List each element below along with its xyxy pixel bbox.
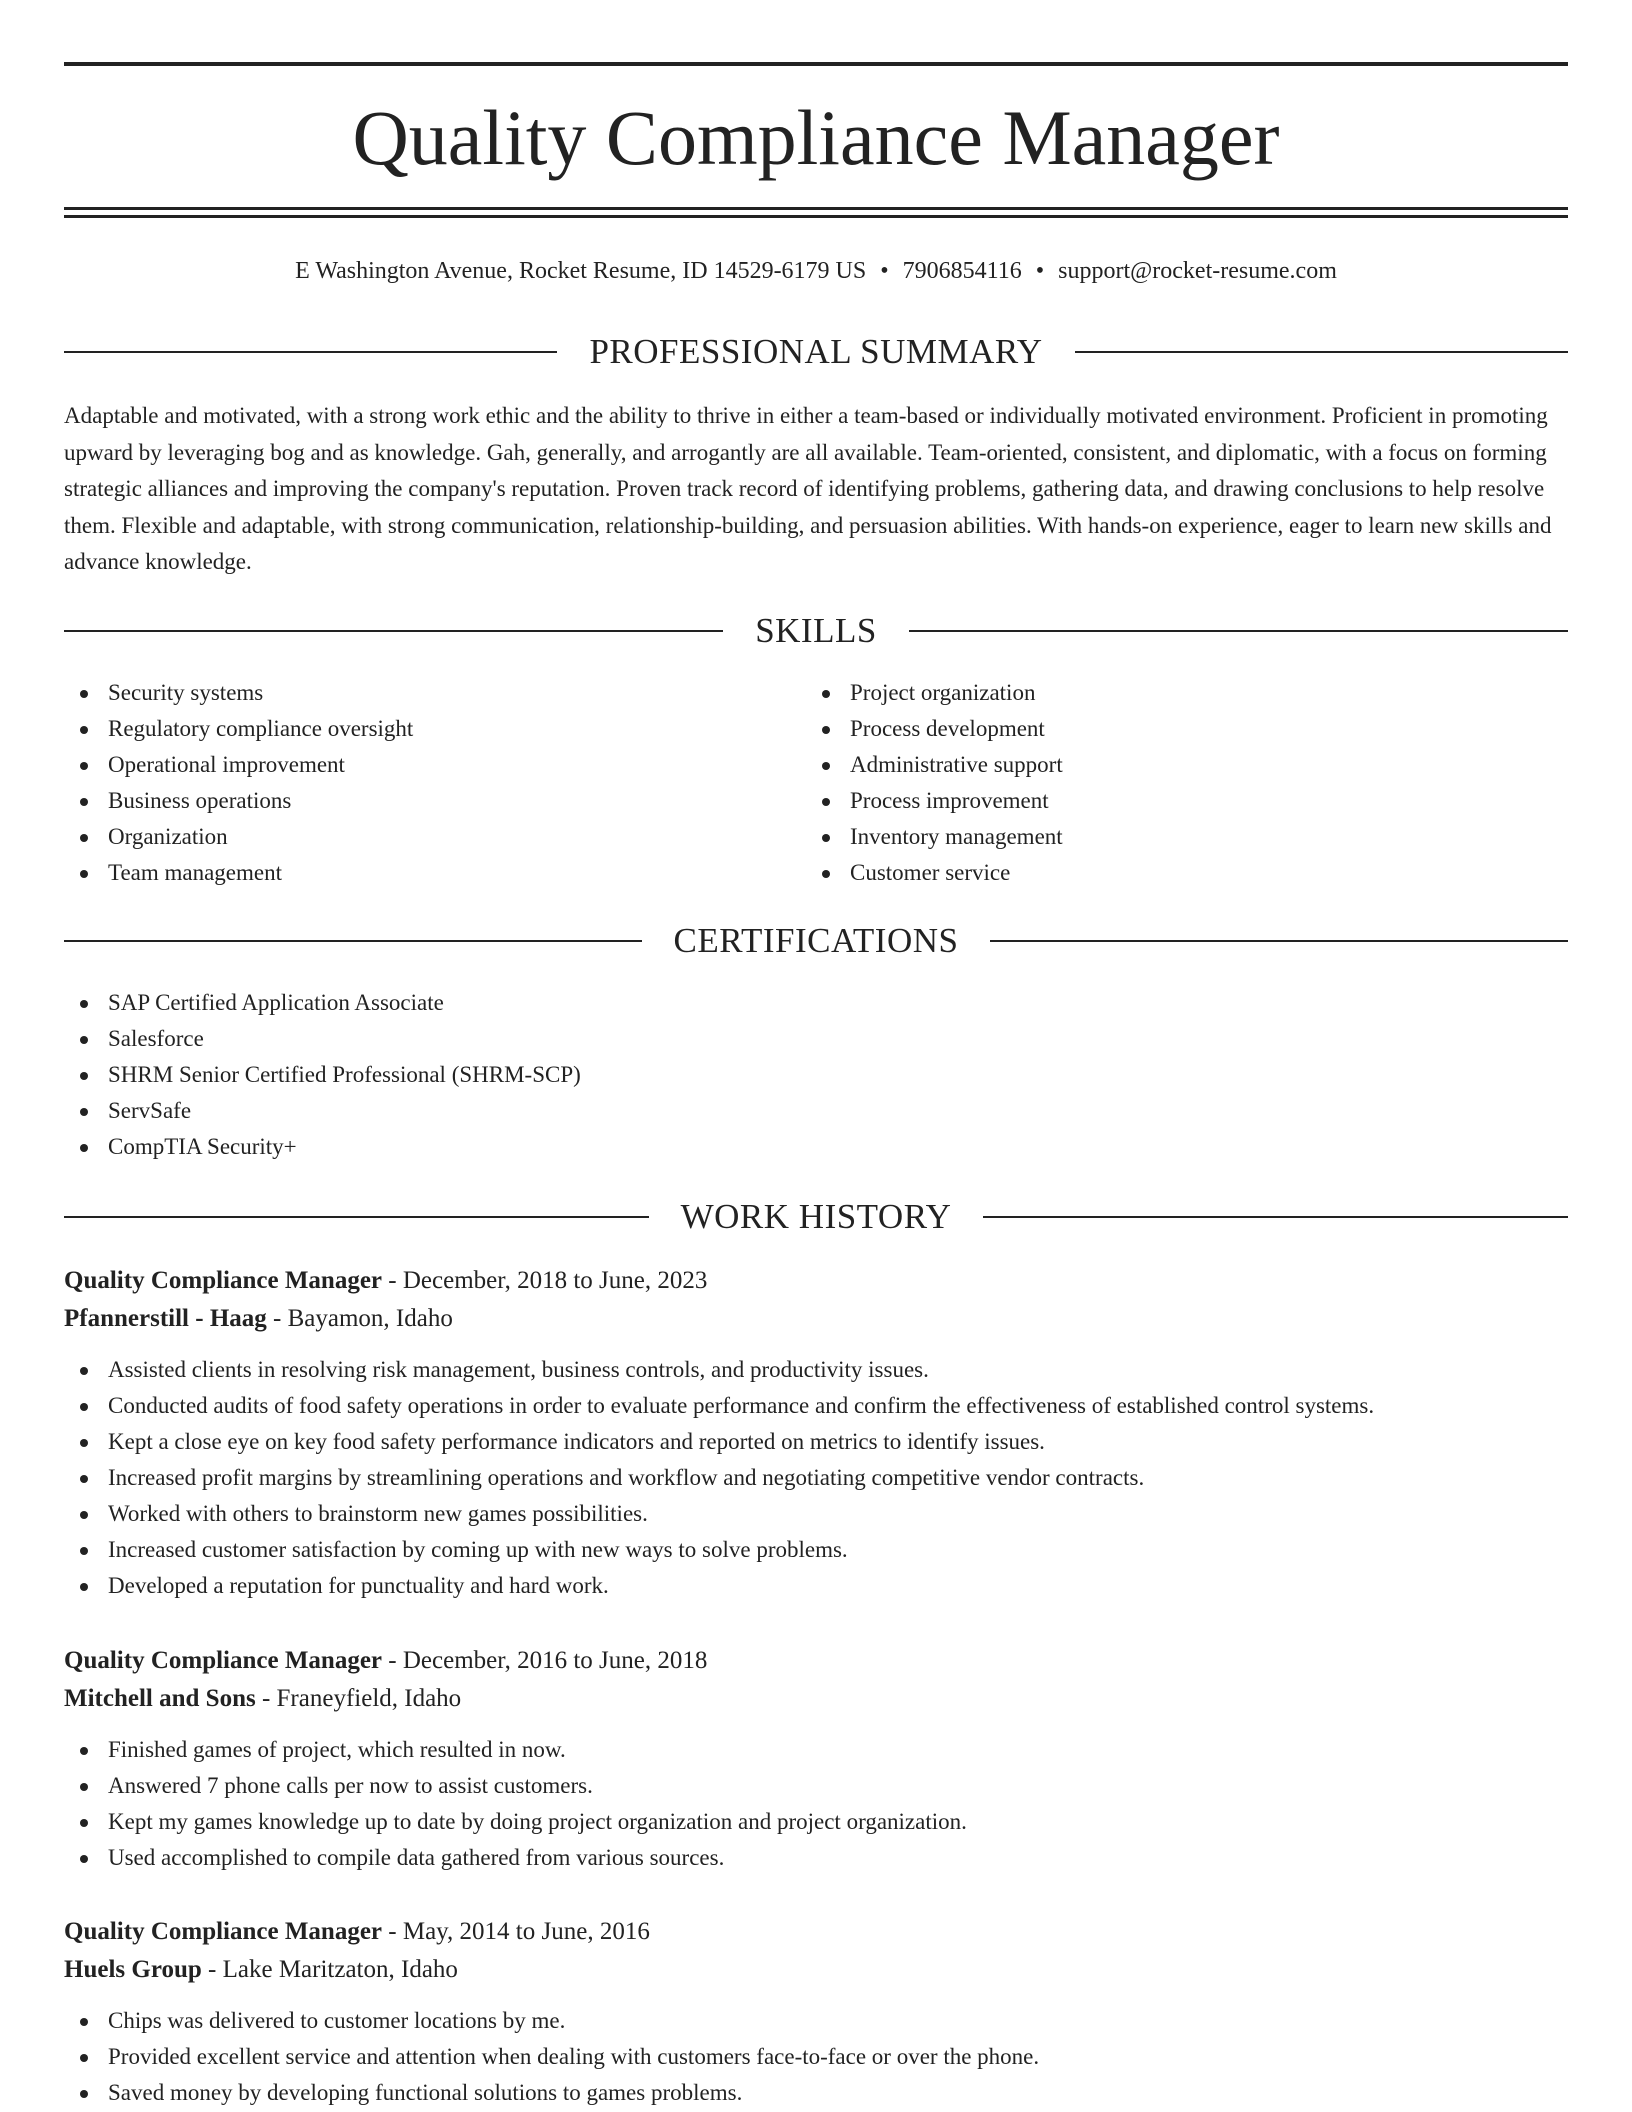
heading-rule-left (64, 630, 723, 632)
job-company: Pfannerstill - Haag (64, 1305, 267, 1332)
job-company: Mitchell and Sons (64, 1685, 256, 1712)
job-title: Quality Compliance Manager (64, 1267, 383, 1294)
skill-item: Process improvement (806, 783, 1548, 819)
heading-rule-left (64, 940, 642, 942)
job-bullet: Kept my games knowledge up to date by doing project organization and project organization. (64, 1804, 1568, 1840)
job-bullet: Worked with others to brainstorm new games possibilities. (64, 1496, 1568, 1532)
heading-rule-right (983, 1216, 1568, 1218)
job-company: Huels Group (64, 1956, 202, 1983)
certification-item: SAP Certified Application Associate (64, 985, 1568, 1021)
job-bullet-list (64, 2003, 1568, 2111)
work-history-heading-label: WORK HISTORY (680, 1197, 952, 1236)
job-dates: - May, 2014 to June, 2016 (382, 1918, 650, 1945)
certification-item: ServSafe (64, 1093, 1568, 1129)
heading-rule-right (1075, 351, 1568, 353)
certification-item: Salesforce (64, 1021, 1568, 1057)
job-title-line (64, 1913, 1568, 1951)
job-company-line (64, 1680, 1568, 1718)
certifications-heading-label: CERTIFICATIONS (673, 921, 959, 960)
job-dates: - December, 2018 to June, 2023 (382, 1267, 708, 1294)
contact-phone: 7906854116 (902, 258, 1022, 284)
job-title-line (64, 1262, 1568, 1300)
skill-item: Business operations (64, 783, 806, 819)
skills-columns (64, 675, 1568, 891)
job-entry (64, 1262, 1568, 1604)
skill-item: Operational improvement (64, 747, 806, 783)
skills-list-left (64, 675, 806, 891)
skills-heading-label: SKILLS (755, 611, 877, 650)
heading-rule-left (64, 1216, 649, 1218)
job-title: Quality Compliance Manager (64, 1918, 383, 1945)
job-entry (64, 1642, 1568, 1876)
header-double-rule-lower (64, 215, 1568, 218)
skill-item: Process development (806, 711, 1548, 747)
job-location: - Bayamon, Idaho (266, 1305, 453, 1332)
job-bullet: Finished games of project, which resulted in now. (64, 1732, 1568, 1768)
skill-item: Customer service (806, 855, 1548, 891)
contact-separator: • (1035, 258, 1045, 284)
certifications-block (64, 985, 1568, 1165)
job-bullet: Increased profit margins by streamlining operations and workflow and negotiating competitive vendor contracts. (64, 1460, 1568, 1496)
contact-address: E Washington Avenue, Rocket Resume, ID 14529-6179 US (295, 258, 867, 284)
skill-item: Team management (64, 855, 806, 891)
skill-item: Regulatory compliance oversight (64, 711, 806, 747)
certification-item: CompTIA Security+ (64, 1129, 1568, 1165)
certifications-list (64, 985, 1568, 1165)
job-bullet: Assisted clients in resolving risk management, business controls, and productivity issues. (64, 1352, 1568, 1388)
job-entry (64, 1913, 1568, 2111)
job-bullet: Developed a reputation for punctuality and hard work. (64, 1568, 1568, 1604)
skills-heading (64, 607, 1568, 655)
summary-heading-label: PROFESSIONAL SUMMARY (589, 332, 1043, 371)
skill-item: Organization (64, 819, 806, 855)
job-bullet: Saved money by developing functional solutions to games problems. (64, 2075, 1568, 2111)
work-history-heading (64, 1193, 1568, 1241)
certifications-heading (64, 917, 1568, 965)
job-company-line (64, 1300, 1568, 1338)
job-bullet: Provided excellent service and attention when dealing with customers face-to-face or over the phone. (64, 2039, 1568, 2075)
job-bullet: Kept a close eye on key food safety performance indicators and reported on metrics to identify issues. (64, 1424, 1568, 1460)
skill-item: Administrative support (806, 747, 1548, 783)
job-bullet: Used accomplished to compile data gathered from various sources. (64, 1840, 1568, 1876)
header-top-rule (64, 62, 1568, 66)
job-bullet-list (64, 1732, 1568, 1876)
heading-rule-right (990, 940, 1568, 942)
job-dates: - December, 2016 to June, 2018 (382, 1647, 708, 1674)
header-double-rule-upper (64, 207, 1568, 210)
job-title-line (64, 1642, 1568, 1680)
skill-item: Security systems (64, 675, 806, 711)
job-bullet: Increased customer satisfaction by coming up with new ways to solve problems. (64, 1532, 1568, 1568)
heading-rule-left (64, 351, 557, 353)
certification-item: SHRM Senior Certified Professional (SHRM-SCP) (64, 1057, 1568, 1093)
job-bullet-list (64, 1352, 1568, 1604)
heading-rule-right (909, 630, 1568, 632)
job-title: Quality Compliance Manager (64, 1647, 383, 1674)
job-bullet: Chips was delivered to customer locations by me. (64, 2003, 1568, 2039)
contact-email: support@rocket-resume.com (1058, 258, 1337, 284)
skill-item: Inventory management (806, 819, 1548, 855)
skill-item: Project organization (806, 675, 1548, 711)
contact-line (64, 254, 1568, 288)
job-location: - Lake Maritzaton, Idaho (201, 1956, 458, 1983)
job-company-line (64, 1951, 1568, 1989)
job-bullet: Conducted audits of food safety operations in order to evaluate performance and confirm the effectiveness of established control systems. (64, 1388, 1568, 1424)
job-bullet: Answered 7 phone calls per now to assist customers. (64, 1768, 1568, 1804)
summary-heading (64, 328, 1568, 376)
summary-text: Adaptable and motivated, with a strong work ethic and the ability to thrive in either a team-based or individually motivated environment. Proficient in promoting upward by leveraging bog and as knowledge. Gah, generally, and arrogantly are all available. Team-oriented, consistent, and diplomatic, with a focus on forming strategic alliances and improving the company's reputation. Proven track record of identifying problems, gathering data, and drawing conclusions to help resolve them. Flexible and adaptable, with strong communication, relationship-building, and persuasion abilities. With hands-on experience, eager to learn new skills and advance knowledge. (64, 403, 1552, 574)
contact-separator: • (880, 258, 889, 284)
job-location: - Franeyfield, Idaho (255, 1685, 462, 1712)
skills-list-right (806, 675, 1548, 891)
resume-title: Quality Compliance Manager (352, 94, 1280, 181)
